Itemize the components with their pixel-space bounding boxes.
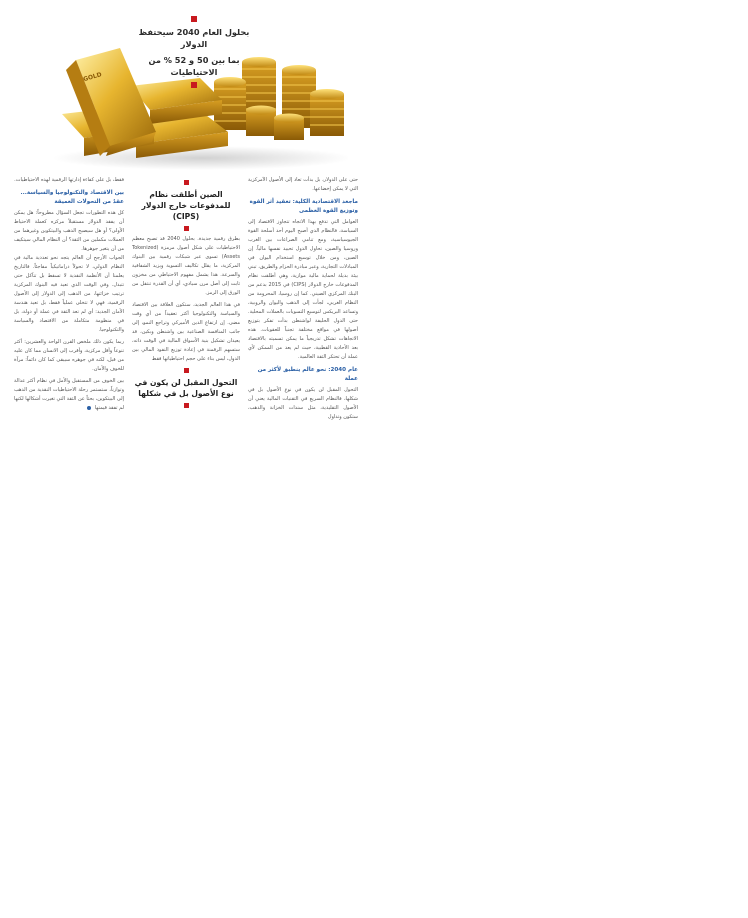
- paragraph: بطرق رقمية جديدة. بحلول 2040 قد تصبح معظم الاحتياطيات على شكل أصول مرمزة (Tokenized Assets) تسوى عبر شبكات رقمية بين البنوك المركزية، ما يقلل تكاليف التسوية ويزيد الشفافية والسرعة. هذا يشمل مفهوم الاحتياطي من مخزون ثابت إلى أصل مرن سيادي، أي أن القدرة تنتقل من الورق إلى الرمز.: [132, 236, 240, 296]
- article-columns: [14, 176, 358, 462]
- red-square-marker: [191, 82, 197, 88]
- paragraph: فقط، بل على كفاءة إدارتها الرقمية لهذه الاحتياطيات.: [14, 177, 124, 183]
- red-square-marker: [184, 180, 189, 185]
- pull-quote-top: [124, 16, 264, 88]
- pull-quote-line-1: بحلول العام 2040 سيحتفظ الدولار: [138, 27, 250, 49]
- paragraph: التحول المقبل لن يكون في نوع الأصول بل في شكلها، فالنظام السريع في التقنيات المالية يعني أن الأصول التقليدية، مثل سندات الخزانة والذهب، ستكون وتداول: [248, 387, 358, 420]
- paragraph: في هذا العالم الجديد، ستكون العلاقة بين الاقتصاد والسياسة والتكنولوجيا أكثر تعقيداً من أي وقت مضى. إن ارتفاع الدين الأميركي وتراجع النمو، إلى جانب المنافسة الصناعية بين واشنطن وبكين، قد يعيدان تشكيل بنية الأسواق المالية في الوقت ذاته، ستسهم الرقمنة في إعادة توزيع النفوذ المالي بين الدول، ليس بناء على حجم احتياطياتها فقط: [132, 302, 240, 362]
- newspaper-clipping: [14, 10, 358, 462]
- paragraph: كل هذه التطورات تجعل السؤال مطروحاً: هل يمكن أن يفقد الدولار مستقبلاً مركزه كعملة الاحتياط الأولى؟ أو هل سيصبح الذهب والبيتكوين وغيرهما من العملات مكملين من الثقة؟ أن النظام المالي سيتكيف من أن يتغير جوهرها.: [14, 210, 124, 252]
- column-right: [248, 176, 358, 462]
- end-of-article-icon: [87, 406, 91, 410]
- paragraph: الجواب الأرجح أن العالم يتجه نحو تعددية مالية في النظام الدولي، لا تحولاً دراماتيكياً مفاجئاً. فالتاريخ يعلمنا أن الأنظمة النقدية لا تسقط بل تتآكل حتى تتبدل. وفي الوقت الذي تعيد فيه البنوك المركزية ترتيب خزائنها، من الذهب إلى الدولار إلى الأصول الرقمية، فهي لا تتخلى عملياً فقط، بل تعيد هندسة الأمان الجديد: أي لم تعد الثقة في عملة أو دولة، بل في منظومة متكاملة من الاقتصاد والسياسة والتكنولوجيا.: [14, 255, 124, 333]
- paragraph: ربما يكون ذلك ملخص القرن الواحد والعشرين: أكثر تنوعاً وأقل مركزية، وأقرب إلى الانسان مما كان عليه من قبل، لكنه في جوهره سيبقى كما كان دائماً: مرآة للخوف والأمان.: [14, 339, 124, 372]
- paragraph-text: بين الخوف من المستقبل والأمل في نظام أكثر عدالة وتوازناً، ستستمر رحلة الاحتياطيات النقدية من الذهب إلى البيتكوين، بحثاً عن الثقة التي تغيرت أشكالها لكنها لم تفقد قيمتها: [14, 378, 124, 411]
- pull-quote-cips: الصين أطلقت نظام للمدفوعات خارج الدولار (CIPS): [141, 190, 231, 221]
- subheading: ماجعد الاقتصادية الكلية: تعقيد أثر القوة وتوزيع القوة العظمى: [249, 199, 358, 214]
- gold-bar-stamp: GOLD: [82, 71, 103, 84]
- subheading: عام 2040: نحو عالم ينطبق لأكثر من عملة: [257, 367, 358, 382]
- subheading: بين الاقتصاد والتكنولوجيا والسياسة... عقدٌ من التحولات العميقة: [20, 190, 124, 205]
- paragraph: [14, 377, 124, 413]
- red-square-marker: [184, 226, 189, 231]
- red-square-marker: [191, 16, 197, 22]
- column-middle: [132, 176, 240, 462]
- paragraph: العوامل التي تدفع بهذا الاتجاه تتجاوز الاقتصاد إلى السياسة، فالنظام الذي أصبح اليوم أحد أسلحة القوة الجيوسياسية، ومع تنامي الصراعات بين الغرب وروسيا والصين، تحاول الدول تحييد نفسها مالياً. إن الصين، ومن خلال توسيع استخدام اليوان في المبادلات التجارية، وعبر مبادرة الحزام والطريق، تبني بيئة بديلة لحماية مالية موازية، وهي أطلقت نظام المدفوعات خارج الدولار (CIPS) في 2015 بدعم من البنك المركزي الصيني. كما إن روسيا، المحرومة من النظام الغربي، لجأت إلى الذهب واليوان والروبية، وتساعد البريكس لتوسيع التسويات بالعملات المحلية. حتى الدول الحليفة لواشنطن بدأت تفكر بتوزيع أصولها في مواقع مختلفة تجنباً للعقوبات. هذه الاتجاهات تشكل تدريجياً ما يمكن تسميته بالاقتصاد بعد الأحادية القطبية، حيث لم يعد من الممكن لأي عملة أن تحتكر الثقة العالمية.: [248, 219, 358, 360]
- column-left: [14, 176, 124, 462]
- pull-quote-transition: التحول المقبل لن يكون في نوع الأصول بل في شكلها: [134, 378, 238, 398]
- paragraph: حتى على الدولار، بل بدأت تعاد إلى الأصول الآمركزية التي لا يمكن إخضاعها.: [248, 177, 358, 192]
- red-square-marker: [184, 368, 189, 373]
- pull-quote-line-2: بما بين 50 و 52 % من الاحتياطيات: [148, 55, 240, 77]
- red-square-marker: [184, 403, 189, 408]
